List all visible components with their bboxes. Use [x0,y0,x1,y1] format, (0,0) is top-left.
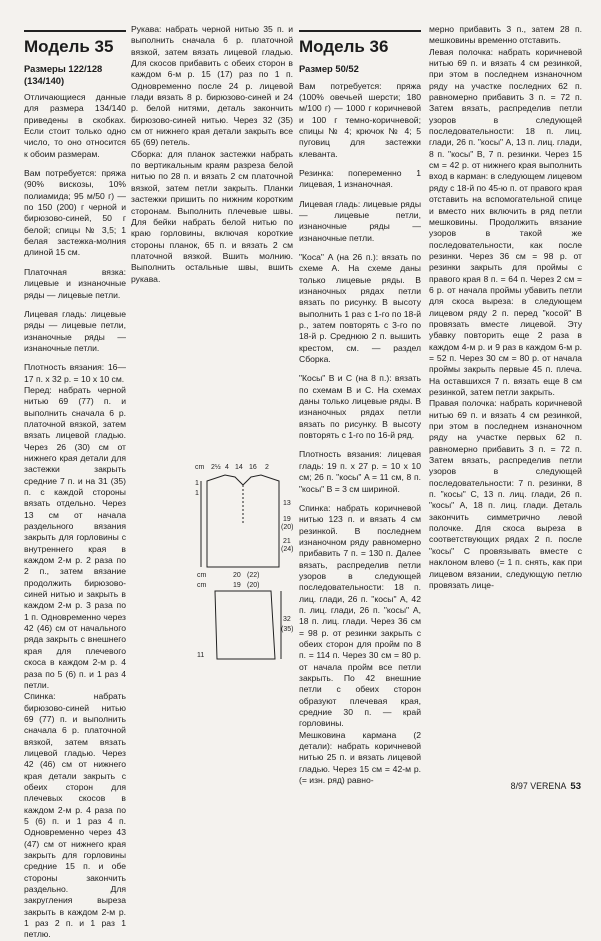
model-35-intro: Отличающиеся данные для размера 134/140 приведены в скобках. Если стоит только одно число, то оно относится к обоим размерам. [24,92,126,159]
sleeve-19: 19 [233,582,241,589]
model-36-size: Размер 50/52 [299,63,359,74]
model-35-sleeves: Рукава: набрать черной нитью 35 п. и выполнить сначала 6 р. платочной вязкой, затем вязать лицевой гладью. Для скосов прибавить с обеих сторон в каждом 6-м р. 15 (17) раз по 1 п. Одновременно после 24 р. лицевой глади вязать 8 р. бирюзово-синей и 24 р. белой нитями, деталь закончить бирюзово-синей нитью. Через 32 (35) см от нижнего края детали закрыть все 65 (69) петель. [131,24,293,148]
model-36-gauge: Плотность вязания: лицевая гладь: 19 п. х 27 р. = 10 х 10 см; 26 п. "косы" A = 11 см, 8 п. "косы" B = 3 см шириной. [299,449,421,494]
model-36-title: Модель 36 [299,30,421,57]
sleeve-32: 32 [283,616,291,623]
model-36-back: Спинка: набрать коричневой нитью 123 п. и вязать 4 см резинкой. В последнем изнаночном ряду равномерно прибавить 7 п. = 130 п. Далее вязать, распределив петли узоров в следующей последовательности: 18 п. лиц. глади, 26 п. "косы" A, 42 п. лиц. глади, 26 п. "косы" A, 18 п. лиц. глади. Через 36 см = 98 р. от резинки закрыть с обеих сторон для пройм по 8 п. = 114 п. Через 30 см = 80 р. от начала пройм все петли закрыть. По 42 внешние петли с обеих сторон образуют плечевая края, средние 30 п. — край горловины. [299,502,421,729]
model-35-stockinette: Лицевая гладь: лицевые ряды — лицевые петли, изнаночные ряды — изнаночные петли. [24,308,126,353]
issue-label: 8/97 VERENA [510,781,567,791]
model-36-pocket: Мешковина кармана (2 детали): набрать коричневой нитью 25 п. и вязать лицевой гладью. Через 15 см = 42-м р. (= изн. ряд) равно- [299,729,421,786]
page-footer [511,781,581,792]
dim-cm-bottom: cm [197,572,207,579]
dim-20b: 20 [233,572,241,579]
dim-2-5: 2½ [211,464,221,471]
sleeve-35: (35) [281,626,293,633]
model-35-front: Перед: набрать черной нитью 69 (77) п. и выполнить сначала 6 р. платочной вязкой, затем вязать лицевой гладью. Через 26 (30) см от нижнего края детали для застежки закрыть средние 7 п. и на 31 (35) п. с каждой стороны вязать отдельно. Через 13 см от начала раздельного вязания закрыть для горловины с внутреннего края в каждом 2-м р. 2 раза по 2 п., затем вязание продолжить бирюзово-синей нитью и закрыть в каждом 2-м р. 3 раза по 1 п. Одновременно через 42 (46) см от начального ряда закрыть с внешнего края для плечевого скоса в каждом 2-м р. 4 раза по 5 (6) п. и 1 раз 4 петли. [24,384,126,690]
dim-cm-top: cm [195,464,205,471]
dim-left-1a: 1 [195,480,199,487]
sleeve-cm: cm [197,582,207,589]
dim-20: (20) [281,524,293,531]
model-35-gauge: Плотность вязания: 16—17 п. х 32 р. = 10 х 10 см. [24,362,126,384]
model-35-materials: Вам потребуется: пряжа (90% вискозы, 10% полиамида; 95 м/50 г) — по 150 (200) г черной и бирюзово-синей, 50 г белой; спицы № 3,5; 1 белая застежка-молния длиной 15 см. [24,168,126,258]
dim-4: 4 [225,464,229,471]
model-36-materials: Вам потребуется: пряжа (100% овечьей шерсти; 180 м/100 г) — 1000 г коричневой и 100 г темно-коричневой; спицы № 4; крючок № 4; 5 пуговиц для застежки клеванта. [299,80,421,159]
right-front: Правая полочка: набрать коричневой нитью 69 п. и вязать 4 см резинкой, при этом в последнем изнаночном ряду на участке первых 62 п. равномерно прибавить 3 п. = 72 п. Затем вязать, распределив петли узоров в следующей последовательности: 7 п. резинки, 8 п. "косы" C, 13 п. лиц. глади, 26 п. "косы" A, 18 п. лиц. глади. Деталь закончить симметрично левой полочке. Для скоса выреза в соответствующих рядах 2 п. после "косы" C провязывать вместе с наклоном влево (= 1 п. снять, как при лицевом вязании, следующую петлю провязать лице- [429,398,582,590]
model-35-back: Спинка: набрать бирюзово-синей нитью 69 (77) п. и выполнить сначала 6 р. платочной вязкой, затем вязать лицевой гладью. Через 42 (46) см от нижнего края детали закрыть с обеих сторон для плечевых скосов в каждом 2-м р. 4 раза по 5 (6) п. и 1 раз 4 п. Одновременно через 43 (47) см от нижнего края закрыть для горловины средние 15 п. и обе стороны закончить раздельно. Для закругления выреза закрыть в каждом 2-м р. 1 раз 2 п. и 1 раз 1 петлю. [24,691,126,940]
column-2 [131,24,293,285]
column-1 [24,24,126,941]
left-front: Левая полочка: набрать коричневой нитью 69 п. и вязать 4 см резинкой, при этом в последнем изнаночном ряду на участке последних 62 п. равномерно прибавить 3 п. = 72 п. Затем вязать, распределив петли узоров в следующей последовательности: 18 п. лиц. глади, 26 п. "косы" A, 13 п. лиц. глади, 8 п. "косы" B, 7 п. резинки. Через 15 см = 42 р. от нижнего края выполнить вход в карман: в следующем лицевом ряду с 18-й по 45-ю п. от правого края отставить на вспомогательной спице и вместо них включить в ряд петли мешковины. Продолжить вязание узоров в такой же последовательности, как после резинки. Через 36 см = 98 р. от резинки закрыть для проймы с правого края 8 п. = 64 п. Через 2 см = 6 р. от начала проймы убавить петли для скоса выреза: в следующем лицевом ряду 2 п. перед "косой" B провязать вместе лицевой. Эту убавку повторить еще 2 раза в каждом 4-м р. и 9 раз в каждом 6-м р. = 52 п. Через 30 см = 80 р. от начала проймы закрыть первые 45 п. плеча. На оставшихся 7 п. вязать еще 8 см резинкой, затем петли закрыть. [429,46,582,397]
dim-2: 2 [265,464,269,471]
dim-14: 14 [235,464,243,471]
dim-24: (24) [281,546,293,553]
dim-19: 19 [283,516,291,523]
model-36-rib: Резинка: попеременно 1 лицевая, 1 изнаночная. [299,167,421,190]
pattern-schematic [195,463,293,663]
column-3 [299,24,421,786]
model-35-title: Модель 35 [24,30,126,57]
model-35-garter: Платочная вязка: лицевые и изнаночные ряды — лицевые петли. [24,266,126,300]
col4-continuation: мерно прибавить 3 п., затем 28 п. мешковины временно отставить. [429,24,582,46]
page-number: 53 [570,781,581,792]
dim-21: 21 [283,538,291,545]
dim-22: (22) [247,572,260,579]
dim-13: 13 [283,500,291,507]
dim-16: 16 [249,464,257,471]
model-35-assembly: Сборка: для планок застежки набрать по вертикальным краям разреза белой нитью по 28 п. и вязать 2 см платочной вязкой, затем петли закрыть. Планки застежки пришить по нижним коротким сторонам. Выполнить плечевые швы. Для бейки набрать белой нитью по краю горловины, включая короткие стороны планок, 65 п. и вязать 2 см платочной вязкой. Вшить молнию. Выполнить остальные швы, вшить рукава. [131,148,293,284]
model-36-stockinette: Лицевая гладь: лицевые ряды — лицевые петли, изнаночные ряды — изнаночные петли. [299,198,421,243]
dim-left-1b: 1 [195,490,199,497]
sleeve-11: 11 [197,652,205,659]
model-36-cable-a: "Коса" A (на 26 п.): вязать по схеме A. На схеме даны только лицевые ряды. В изнаночных рядах петли вязать по рисунку. В высоту выполнить 1 раз с 1-го по 18-й р., затем повторять с 3-го по 18-й р. Среднюю 2 п. вышить крестом, см. — раздел Сборка. [299,251,421,365]
model-35-size: Размеры 122/128 (134/140) [24,63,103,86]
model-36-cable-bc: "Косы" B и C (на 8 п.): вязать по схемам B и C. На схемах даны только лицевые ряды. В изнаночных рядах петли вязать по рисунку. В высоту повторять с 1-го по 16-й ряд. [299,373,421,441]
column-4 [429,24,582,591]
sleeve-20: (20) [247,582,260,589]
